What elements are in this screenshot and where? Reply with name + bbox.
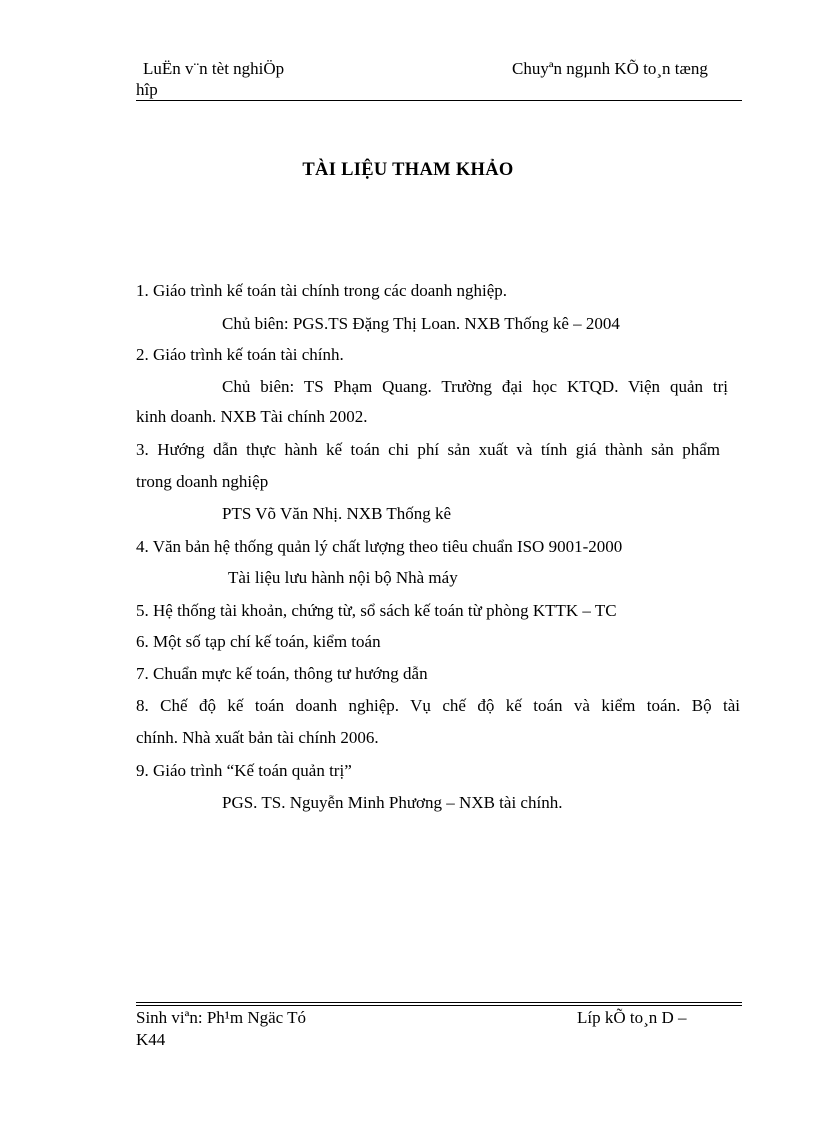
reference-item-4: 4. Văn bản hệ thống quản lý chất lượng theo tiêu chuẩn ISO 9001-2000 (136, 537, 623, 556)
reference-item-3-cont: trong doanh nghiệp (136, 472, 269, 491)
reference-item-9: 9. Giáo trình “Kế toán quản trị” (136, 761, 352, 780)
reference-item-3-detail: PTS Võ Văn Nhị. NXB Thống kê (222, 504, 452, 523)
reference-item-2: 2. Giáo trình kế toán tài chính. (136, 345, 344, 364)
footer-rule-bottom (136, 1005, 742, 1006)
reference-item-1: 1. Giáo trình kế toán tài chính trong các doanh nghiệp. (136, 281, 508, 300)
reference-item-8-cont: chính. Nhà xuất bản tài chính 2006. (136, 728, 379, 747)
reference-item-6: 6. Một số tạp chí kế toán, kiểm toán (136, 632, 381, 651)
reference-item-8: 8. Chế độ kế toán doanh nghiệp. Vụ chế độ kế toán và kiểm toán. Bộ tài (136, 696, 740, 715)
reference-item-3: 3. Hướng dẫn thực hành kế toán chi phí sản xuất và tính giá thành sản phẩm (136, 440, 720, 459)
reference-item-1-detail: Chủ biên: PGS.TS Đặng Thị Loan. NXB Thống kê – 2004 (222, 314, 620, 333)
reference-item-4-detail: Tài liệu lưu hành nội bộ Nhà máy (228, 568, 458, 587)
header-right: Chuyªn ngµnh KÕ to¸n tæng (512, 59, 708, 78)
reference-item-5: 5. Hệ thống tài khoản, chứng từ, sổ sách kế toán từ phòng KTTK – TC (136, 601, 617, 620)
reference-item-9-detail: PGS. TS. Nguyễn Minh Phương – NXB tài chính. (222, 793, 563, 812)
reference-item-2-detail: Chủ biên: TS Phạm Quang. Trường đại học KTQD. Viện quản trị (222, 377, 728, 396)
footer-right: Líp kÕ to¸n D – (577, 1008, 687, 1027)
header-left: LuËn v¨n tèt nghiÖp (143, 59, 285, 78)
footer-left: Sinh viªn: Ph¹m Ngäc Tó (136, 1008, 307, 1027)
reference-item-7: 7. Chuẩn mực kế toán, thông tư hướng dẫn (136, 664, 428, 683)
header-left-continued: hîp (136, 80, 158, 99)
reference-item-2-detail-cont: kinh doanh. NXB Tài chính 2002. (136, 407, 368, 426)
footer-left-continued: K44 (136, 1030, 166, 1049)
page-title: TÀI LIỆU THAM KHẢO (302, 160, 514, 180)
header-rule (136, 100, 742, 101)
footer-rule-top (136, 1002, 742, 1003)
